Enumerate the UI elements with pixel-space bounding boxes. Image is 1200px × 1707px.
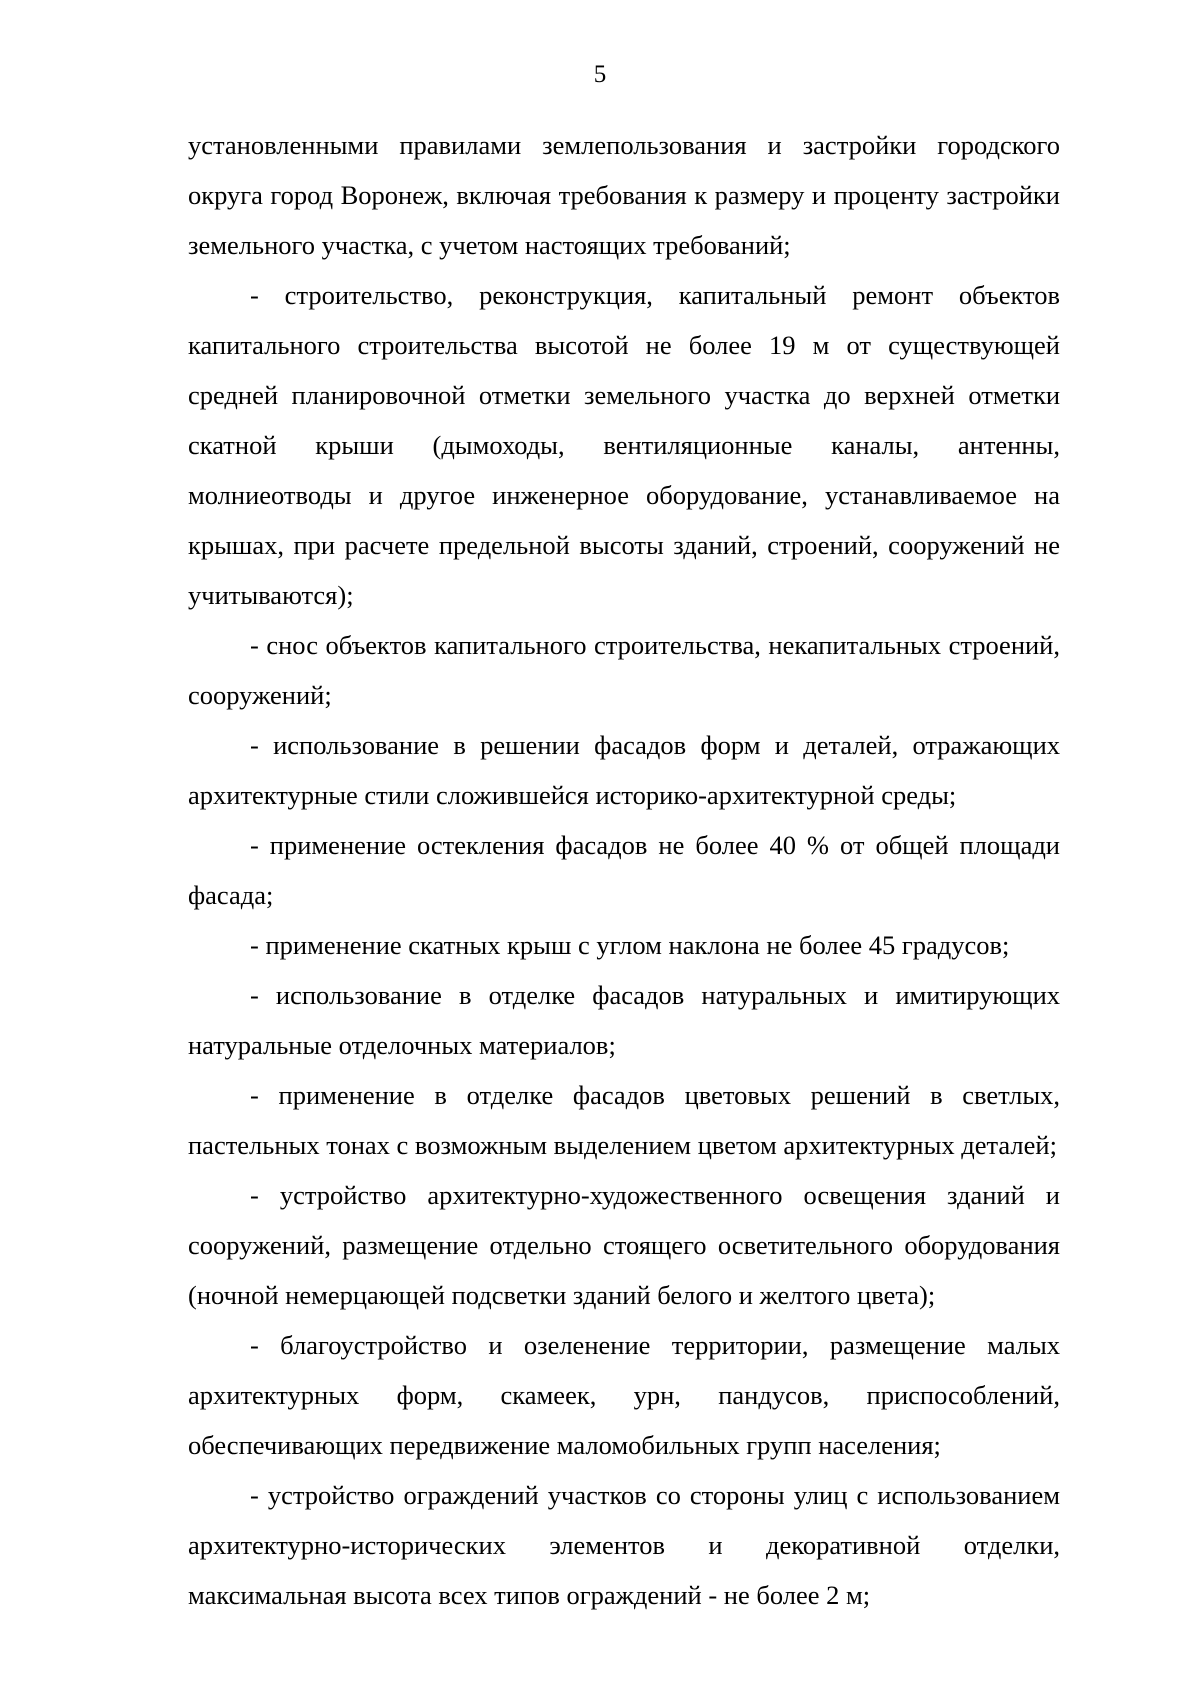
paragraph: - применение в отделке фасадов цветовых решений в светлых, пастельных тонах с возможным выделением цветом архитектурных деталей; xyxy=(188,1080,1060,1160)
paragraph: - снос объектов капитального строительства, некапитальных строений, сооружений; xyxy=(188,630,1060,710)
document-body xyxy=(188,120,1060,1620)
paragraph: - использование в решении фасадов форм и деталей, отражающих архитектурные стили сложившейся историко-архитектурной среды; xyxy=(188,730,1060,810)
paragraph: - применение скатных крыш с углом наклона не более 45 градусов; xyxy=(250,930,1010,960)
paragraph: - использование в отделке фасадов натуральных и имитирующих натуральные отделочных материалов; xyxy=(188,980,1060,1060)
paragraph: - благоустройство и озеленение территории, размещение малых архитектурных форм, скамеек, урн, пандусов, приспособлений, обеспечивающих передвижение маломобильных групп населения; xyxy=(188,1330,1060,1460)
paragraph: - устройство архитектурно-художественного освещения зданий и сооружений, размещение отдельно стоящего осветительного оборудования (ночной немерцающей подсветки зданий белого и желтого цвета); xyxy=(188,1180,1060,1310)
page-number: 5 xyxy=(593,61,607,88)
paragraph: - строительство, реконструкция, капитальный ремонт объектов капитального строительства высотой не более 19 м от существующей средней планировочной отметки земельного участка до верхней отметки скатной крыши (дымоходы, вентиляционные каналы, антенны, молниеотводы и другое инженерное оборудование, устанавливаемое на крышах, при расчете предельной высоты зданий, строений, сооружений не учитываются); xyxy=(188,280,1060,610)
paragraph: установленными правилами землепользования и застройки городского округа город Воронеж, включая требования к размеру и проценту застройки земельного участка, с учетом настоящих требований; xyxy=(188,130,1060,260)
paragraph: - устройство ограждений участков со стороны улиц с использованием архитектурно-исторических элементов и декоративной отделки, максимальная высота всех типов ограждений - не более 2 м; xyxy=(188,1480,1060,1610)
paragraph: - применение остекления фасадов не более 40 % от общей площади фасада; xyxy=(188,830,1060,910)
